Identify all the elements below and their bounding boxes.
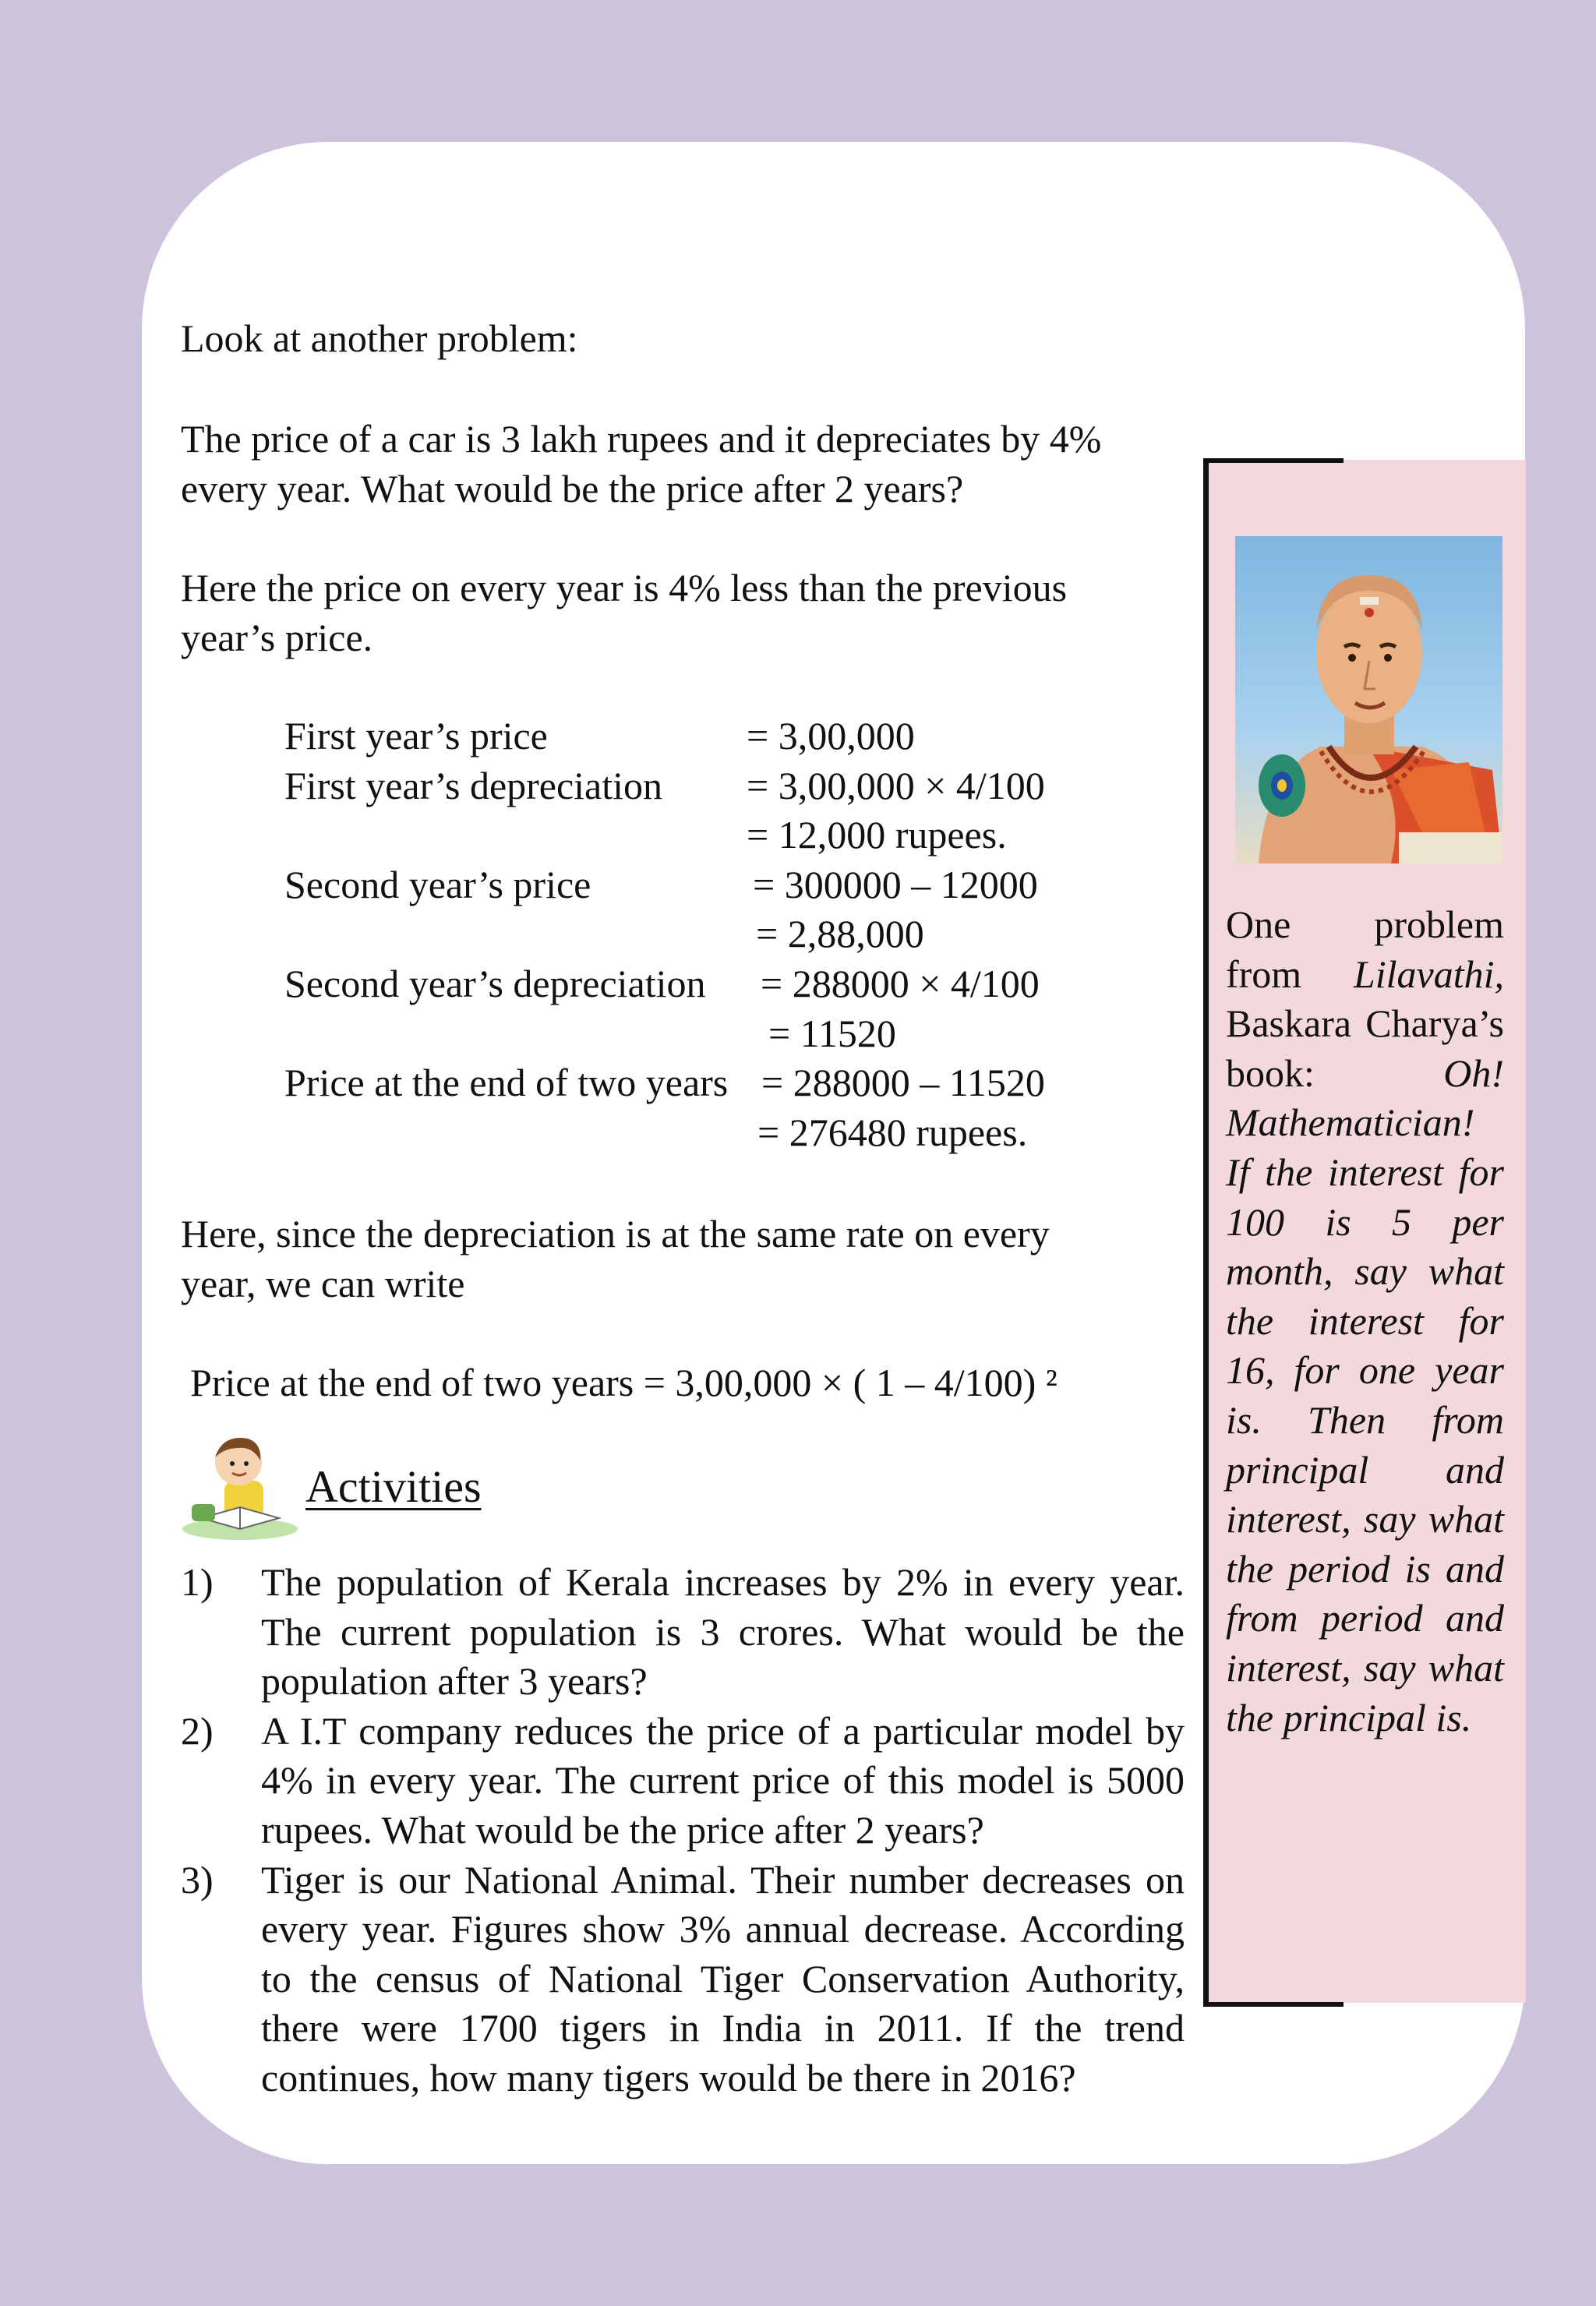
- calc-value: = 11520: [768, 1011, 896, 1055]
- calc-label: Second year’s depreciation: [284, 961, 706, 1005]
- calc-label: [284, 810, 728, 860]
- calc-label: [284, 1108, 728, 1158]
- explanation-line-2: year’s price.: [181, 616, 373, 659]
- child-reading-icon: [178, 1426, 302, 1543]
- calc-value: = 2,88,000: [756, 912, 924, 956]
- calc-label: [284, 1009, 728, 1059]
- intro-text: Look at another problem:: [181, 316, 578, 360]
- item-text: A I.T company reduces the price of a particular model by 4% in every year. The current price of this model is 5000 rupees. What would be the price after 2 years?: [261, 1708, 1185, 1852]
- problem-line-1: The price of a car is 3 lakh rupees and it depreciates by 4%: [181, 417, 1102, 461]
- rate-note-line-2: year, we can write: [181, 1262, 465, 1305]
- calc-value: = 300000 – 12000: [753, 862, 1038, 906]
- sidebar-text: [1226, 900, 1504, 1743]
- explanation-line-1: Here the price on every year is 4% less than the previous: [181, 566, 1068, 609]
- list-item: [181, 1558, 1185, 1707]
- calc-value: = 3,00,000 × 4/100: [747, 763, 1045, 807]
- sidebar-quote: Oh! Mathematician! If the interest for 100 is 5 per month, say what the interest for 16, for one year is. Then from principal and interest, say what the period is and from period and interest, say what the principal is.: [1226, 1051, 1504, 1739]
- mathematician-portrait: [1235, 536, 1502, 863]
- calc-labels: [284, 712, 728, 1157]
- list-item: [181, 1856, 1185, 2103]
- item-number: 1): [181, 1560, 214, 1604]
- calc-label: First year’s price: [284, 714, 548, 757]
- formula: Price at the end of two years = 3,00,000 × ( 1 – 4/100) ²: [190, 1361, 1058, 1404]
- item-text: The population of Kerala increases by 2% in every year. The current population is 3 crores. What would be the population after 3 years?: [261, 1560, 1185, 1704]
- problem-line-2: every year. What would be the price after 2 years?: [181, 467, 964, 510]
- sidebar-border-top: [1203, 458, 1344, 463]
- sidebar-lead: One problem from: [1226, 902, 1504, 996]
- calc-label: First year’s depreciation: [284, 763, 663, 807]
- sidebar-border: [1203, 460, 1209, 2007]
- item-text: Tiger is our National Animal. Their number decreases on every year. Figures show 3% annual decrease. According to the census of National Tiger Conservation Authority, there were 1700 tigers in India in 2011. If the trend continues, how many tigers would be there in 2016?: [261, 1857, 1185, 2099]
- sidebar-author: Baskara Charya’s book:: [1226, 1001, 1504, 1095]
- calc-value: = 288000 × 4/100: [761, 962, 1040, 1005]
- item-number: 2): [181, 1708, 214, 1753]
- calc-value: = 288000 – 11520: [761, 1061, 1045, 1105]
- activities-title: Activities: [305, 1461, 482, 1512]
- item-number: 3): [181, 1857, 214, 1902]
- calc-value: = 276480 rupees.: [757, 1110, 1028, 1154]
- sidebar-book-title: Lilavathi,: [1353, 952, 1504, 996]
- calc-label: [284, 909, 728, 959]
- calc-value: = 12,000 rupees.: [747, 813, 1007, 857]
- calc-label: Price at the end of two years: [284, 1061, 729, 1105]
- list-item: [181, 1707, 1185, 1856]
- activities-list: [181, 1558, 1185, 2103]
- calc-value: = 3,00,000: [747, 714, 915, 757]
- calc-label: Second year’s price: [284, 862, 591, 906]
- sidebar-border-bottom: [1203, 2002, 1344, 2007]
- rate-note-line-1: Here, since the depreciation is at the same rate on every: [181, 1212, 1050, 1255]
